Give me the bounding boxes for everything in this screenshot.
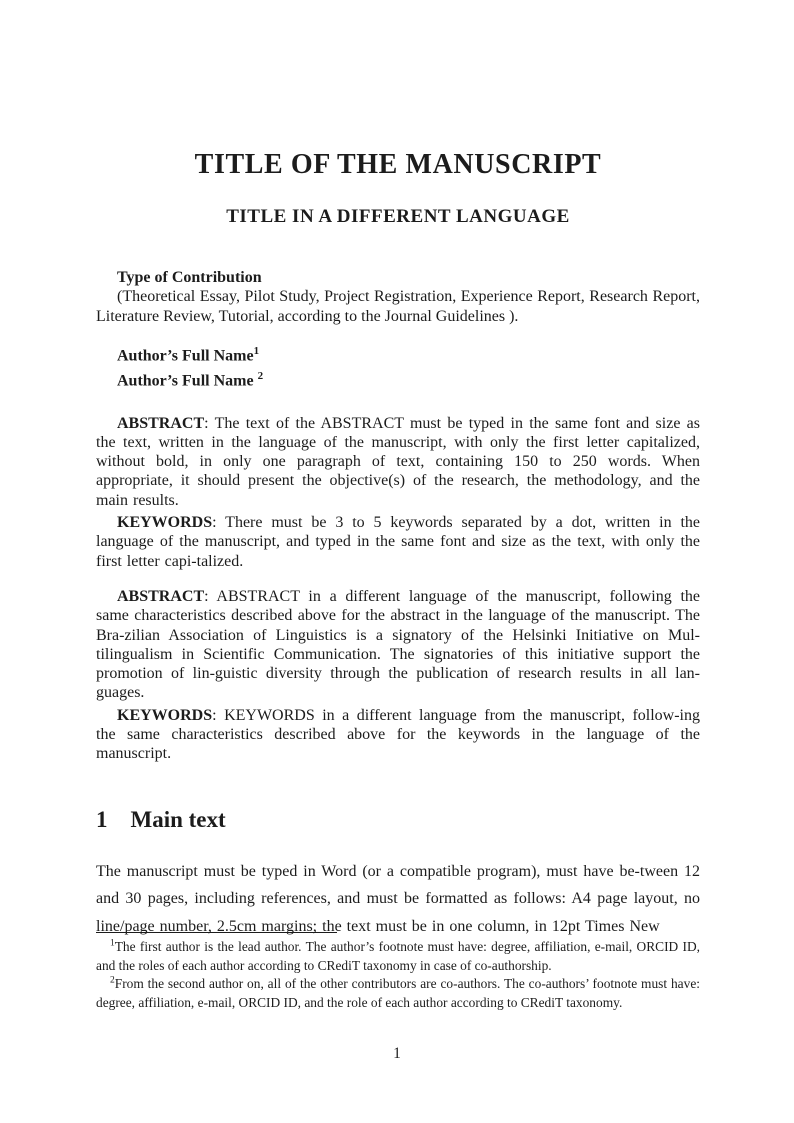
section-heading: [96, 807, 700, 833]
paragraph-label: KEYWORDS: [117, 514, 213, 532]
author-name: Author’s Full Name: [117, 372, 258, 390]
footnote: [96, 975, 700, 1012]
abstract-paragraph-second-language: [96, 587, 700, 703]
footnotes-block: [96, 932, 700, 1012]
keywords-paragraph-second-language: [96, 706, 700, 764]
footnote-mark: 2: [110, 975, 115, 986]
paragraph-separator: :: [212, 514, 226, 532]
paragraph-text: The text of the ABSTRACT must be typed in the same font and size as the text, written in the language of the manuscript, with only the first letter capitalized, without bold, in only one paragraph of text, containing 150 to 250 words. When appropriate, it should present the objective(s) of the research, the methodology, and the main results.: [96, 414, 701, 509]
author-footnote-mark: 1: [253, 344, 260, 357]
paragraph-text: KEYWORDS in a different language from the manuscript, follow-ing the same characteristics described above for the keywords in the language of the manuscript.: [96, 706, 700, 763]
paragraph-text: There must be 3 to 5 keywords separated by a dot, written in the language of the manuscript, and typed in the same font and size as the text, with only the first letter capi-talized.: [96, 514, 701, 570]
footnote-text: The first author is the lead author. The author’s footnote must have: degree, affiliation, e-mail, ORCID ID, and the roles of each author according to CRediT taxonomy in case of co-authorship.: [96, 939, 700, 973]
section-number: 1: [96, 806, 108, 832]
contribution-block: [96, 268, 700, 326]
footnote: [96, 938, 700, 975]
contribution-text: (Theoretical Essay, Pilot Study, Project Registration, Experience Report, Research Report, Literature Review, Tutorial, according to the Journal Guidelines ).: [96, 288, 700, 325]
contribution-heading: Type of Contribution: [117, 269, 262, 286]
paragraph-label: ABSTRACT: [117, 414, 205, 432]
paragraph-separator: :: [204, 414, 215, 432]
paragraph-label: KEYWORDS: [117, 706, 213, 724]
main-text-paragraph: The manuscript must be typed in Word (or a compatible program), must have be-tween 12 and 30 pages, including references, and must be formatted as follows: A4 page layout, no line/page number, 2.5cm margins; the text must be in one column, in 12pt Times New: [96, 862, 700, 935]
paragraph-separator: :: [204, 587, 217, 605]
text-column: [96, 0, 700, 940]
author-line: [96, 341, 700, 366]
abstract-paragraph: [96, 414, 700, 510]
authors-block: [96, 341, 700, 392]
author-line: [96, 366, 700, 391]
section-title: Main text: [130, 806, 226, 832]
paragraph-label: ABSTRACT: [117, 587, 205, 605]
manuscript-subtitle: TITLE IN A DIFFERENT LANGUAGE: [226, 206, 570, 227]
keywords-paragraph: [96, 513, 700, 571]
manuscript-title: TITLE OF THE MANUSCRIPT: [194, 149, 602, 180]
paragraph-separator: :: [212, 706, 225, 724]
author-name: Author’s Full Name: [117, 347, 254, 365]
page-number: 1: [393, 1045, 401, 1062]
author-footnote-mark: 2: [257, 370, 264, 383]
footnote-mark: 1: [110, 938, 115, 949]
paragraph-text: ABSTRACT in a different language of the manuscript, following the same characteristics described above for the abstract in the language of the manuscript. The Bra-zilian Association of Linguistics is a signatory of the Helsinki Initiative on Mul-tilingualism in Scientific Communication. The signatories of this initiative support the promotion of lin-guistic diversity through the publication of research results in all lan-guages.: [96, 587, 700, 702]
footnote-rule: [96, 932, 337, 933]
footnote-text: From the second author on, all of the other contributors are co-authors. The co-authors’ footnote must have: degree, affiliation, e-mail, ORCID ID, and the role of each author according to CRediT taxonomy.: [96, 976, 700, 1010]
